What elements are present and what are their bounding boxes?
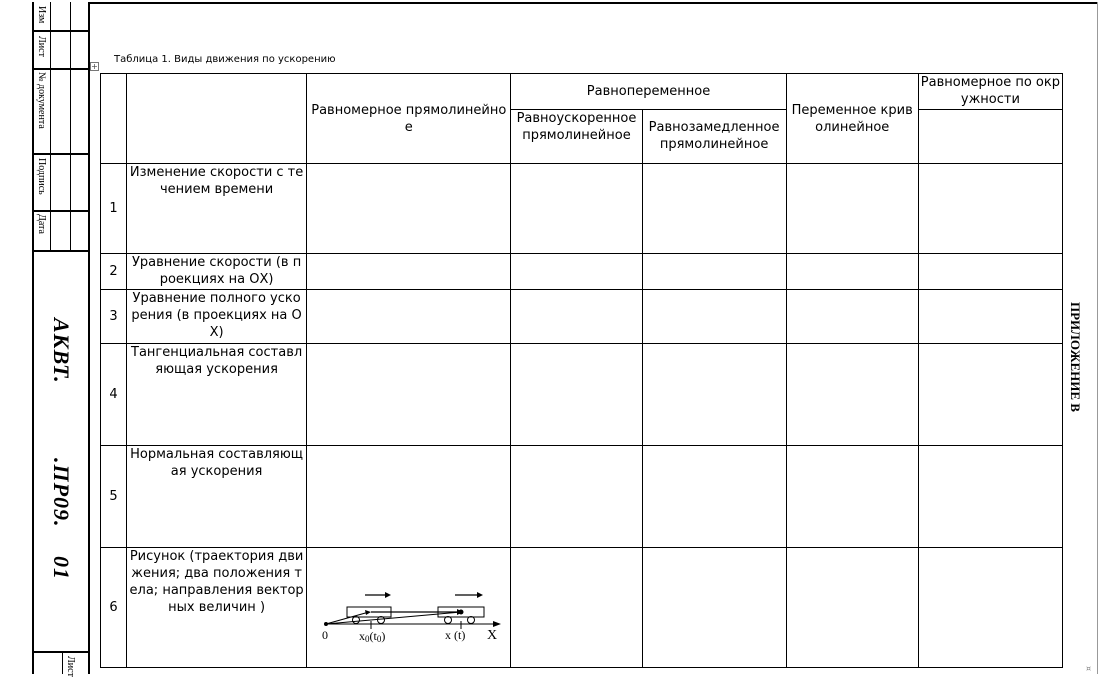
- table-row: [101, 344, 1063, 446]
- appendix-label: ПРИЛОЖЕНИЕ В: [1068, 302, 1083, 412]
- stamp-column-line: [70, 2, 71, 250]
- stamp-signature: Подпись: [36, 158, 47, 195]
- wheel: [445, 617, 452, 624]
- stamp-divider: [32, 651, 90, 653]
- row-label: Уравнение полного ускорения (в проекциях на ОХ): [127, 290, 307, 344]
- row-number: 4: [101, 344, 127, 446]
- table-cell[interactable]: [786, 164, 918, 254]
- table-cell[interactable]: [786, 254, 918, 290]
- table-cell[interactable]: [642, 548, 786, 668]
- header-circular-sub: [918, 110, 1062, 164]
- table-cell[interactable]: [918, 446, 1062, 548]
- table-cell[interactable]: [642, 344, 786, 446]
- row-label: Тангенциальная составляющая ускорения: [127, 344, 307, 446]
- doc-code-part1: АКВТ.: [49, 318, 74, 384]
- table-row: [101, 548, 1063, 668]
- page-right-border: [1097, 2, 1098, 674]
- table-row: [101, 254, 1063, 290]
- table-cell[interactable]: [307, 164, 511, 254]
- table-cell[interactable]: [642, 164, 786, 254]
- origin-point: [324, 622, 328, 626]
- table-cell[interactable]: [918, 164, 1062, 254]
- stamp-izm: Изм: [36, 6, 47, 24]
- row-number: 5: [101, 446, 127, 548]
- header-variable-curvilinear: Переменное криволинейное: [786, 74, 918, 164]
- wheel: [468, 617, 475, 624]
- arrow-head: [385, 592, 391, 598]
- table-cell[interactable]: [307, 446, 511, 548]
- stamp-bottom-list: Лист: [65, 656, 76, 677]
- table-cell[interactable]: [511, 290, 642, 344]
- arrow-head: [365, 610, 371, 615]
- header-uniform: Равномерное прямолинейное: [307, 74, 511, 164]
- table-cell[interactable]: [918, 254, 1062, 290]
- row-label: Нормальная составляющая ускорения: [127, 446, 307, 548]
- table-row: [101, 164, 1063, 254]
- table-cell[interactable]: [642, 254, 786, 290]
- table-cell[interactable]: [511, 254, 642, 290]
- table-move-handle[interactable]: +: [91, 62, 98, 71]
- doc-code-part2: .ПР09.: [49, 458, 74, 528]
- end-of-cell-mark: ¤: [1086, 664, 1092, 673]
- stamp-date: Дата: [36, 214, 47, 234]
- table-cell[interactable]: [511, 344, 642, 446]
- row-number: 1: [101, 164, 127, 254]
- x0-label: x0(t0): [359, 629, 386, 644]
- row-number: 6: [101, 548, 127, 668]
- row-label: Уравнение скорости (в проекциях на ОХ): [127, 254, 307, 290]
- stamp-list: Лист: [36, 36, 47, 57]
- table-cell[interactable]: [307, 254, 511, 290]
- table-cell[interactable]: [511, 446, 642, 548]
- xt-label: x (t): [445, 628, 466, 642]
- header-decelerated: Равнозамедленное прямолинейное: [642, 110, 786, 164]
- wheel: [378, 617, 385, 624]
- table-cell[interactable]: [307, 344, 511, 446]
- row-number: 2: [101, 254, 127, 290]
- stamp-column-line: [50, 2, 51, 250]
- figure-cell[interactable]: [307, 548, 511, 668]
- table-caption: Таблица 1. Виды движения по ускорению: [114, 54, 336, 65]
- wheel: [353, 617, 360, 624]
- table-row: [101, 290, 1063, 344]
- table-cell[interactable]: [307, 290, 511, 344]
- stamp-divider: [32, 30, 90, 32]
- table-cell[interactable]: [786, 548, 918, 668]
- table-cell[interactable]: [511, 164, 642, 254]
- row-number: 3: [101, 290, 127, 344]
- displacement-point: [459, 610, 464, 615]
- doc-code-part3: 01: [49, 556, 74, 580]
- header-number-cell: [101, 74, 127, 164]
- table-cell[interactable]: [642, 446, 786, 548]
- table-cell[interactable]: [786, 344, 918, 446]
- x-axis-arrow: [493, 621, 501, 627]
- stamp-divider: [32, 250, 90, 252]
- stamp-divider: [32, 153, 90, 155]
- page-top-border: [90, 2, 1098, 4]
- header-accelerated: Равноускоренное прямолинейное: [511, 110, 642, 164]
- row-label: Изменение скорости с течением времени: [127, 164, 307, 254]
- table-row: [101, 446, 1063, 548]
- origin-label: 0: [322, 628, 329, 642]
- x-axis-label: X: [487, 628, 498, 643]
- header-circular: Равномерное по окружности: [918, 74, 1062, 110]
- stamp-divider: [32, 68, 90, 70]
- table-cell[interactable]: [786, 446, 918, 548]
- row-label: Рисунок (траектория движения; два положения тела; направления векторных величин ): [127, 548, 307, 668]
- table-cell[interactable]: [642, 290, 786, 344]
- arrow-head: [477, 592, 483, 598]
- table-cell[interactable]: [918, 290, 1062, 344]
- stamp-divider: [32, 210, 90, 212]
- table-cell[interactable]: [918, 548, 1062, 668]
- motion-figure: [307, 549, 511, 667]
- table-cell[interactable]: [786, 290, 918, 344]
- header-variable-group: Равнопеременное: [511, 74, 786, 110]
- stamp-column-line: [62, 651, 63, 674]
- table-cell[interactable]: [918, 344, 1062, 446]
- motion-table: [100, 73, 1063, 668]
- stamp-doc-no: № документа: [36, 72, 47, 129]
- table-cell[interactable]: [511, 548, 642, 668]
- header-label-cell: [127, 74, 307, 164]
